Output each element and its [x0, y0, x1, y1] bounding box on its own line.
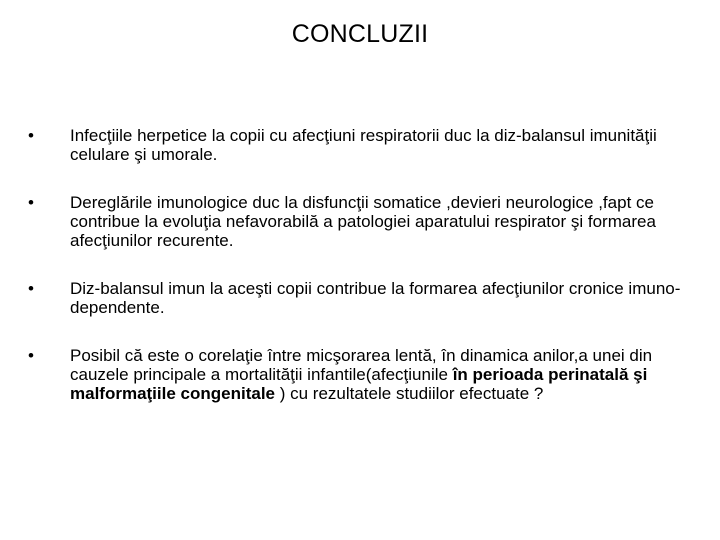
bullet-list	[28, 126, 698, 403]
bullet-icon: •	[28, 279, 34, 298]
slide-title: CONCLUZII	[291, 20, 429, 48]
bullet-text: Infecţiile herpetice la copii cu afecţiuni respiratorii duc la diz-balansul imunităţii celulare şi umorale.	[70, 126, 657, 164]
bullet-item-2	[28, 193, 698, 250]
bullet-item-1	[28, 126, 698, 164]
bullet-text-after: ) cu rezultatele studiilor efectuate ?	[275, 384, 544, 403]
bullet-icon: •	[28, 346, 34, 365]
bullet-text-before: Posibil că este o corelaţie între micşorarea lentă, în dinamica anilor,a unei din cauzele principale a mortalităţii infantile(afecţiunile	[70, 346, 653, 384]
bullet-item-3	[28, 279, 698, 317]
bullet-text-bold: în perioada perinatală şi malformaţiile congenitale	[70, 365, 648, 403]
bullet-icon: •	[28, 193, 34, 212]
bullet-item-4	[28, 346, 698, 403]
bullet-text: Dereglările imunologice duc la disfuncţii somatice ,devieri neurologice ,fapt ce contribue la evoluţia nefavorabilă a patologiei aparatului respirator şi formarea afecţiunilor recurente.	[70, 193, 656, 250]
bullet-text: Diz-balansul imun la aceşti copii contribue la formarea afecţiunilor cronice imuno-dependente.	[70, 279, 681, 317]
bullet-icon: •	[28, 126, 34, 145]
